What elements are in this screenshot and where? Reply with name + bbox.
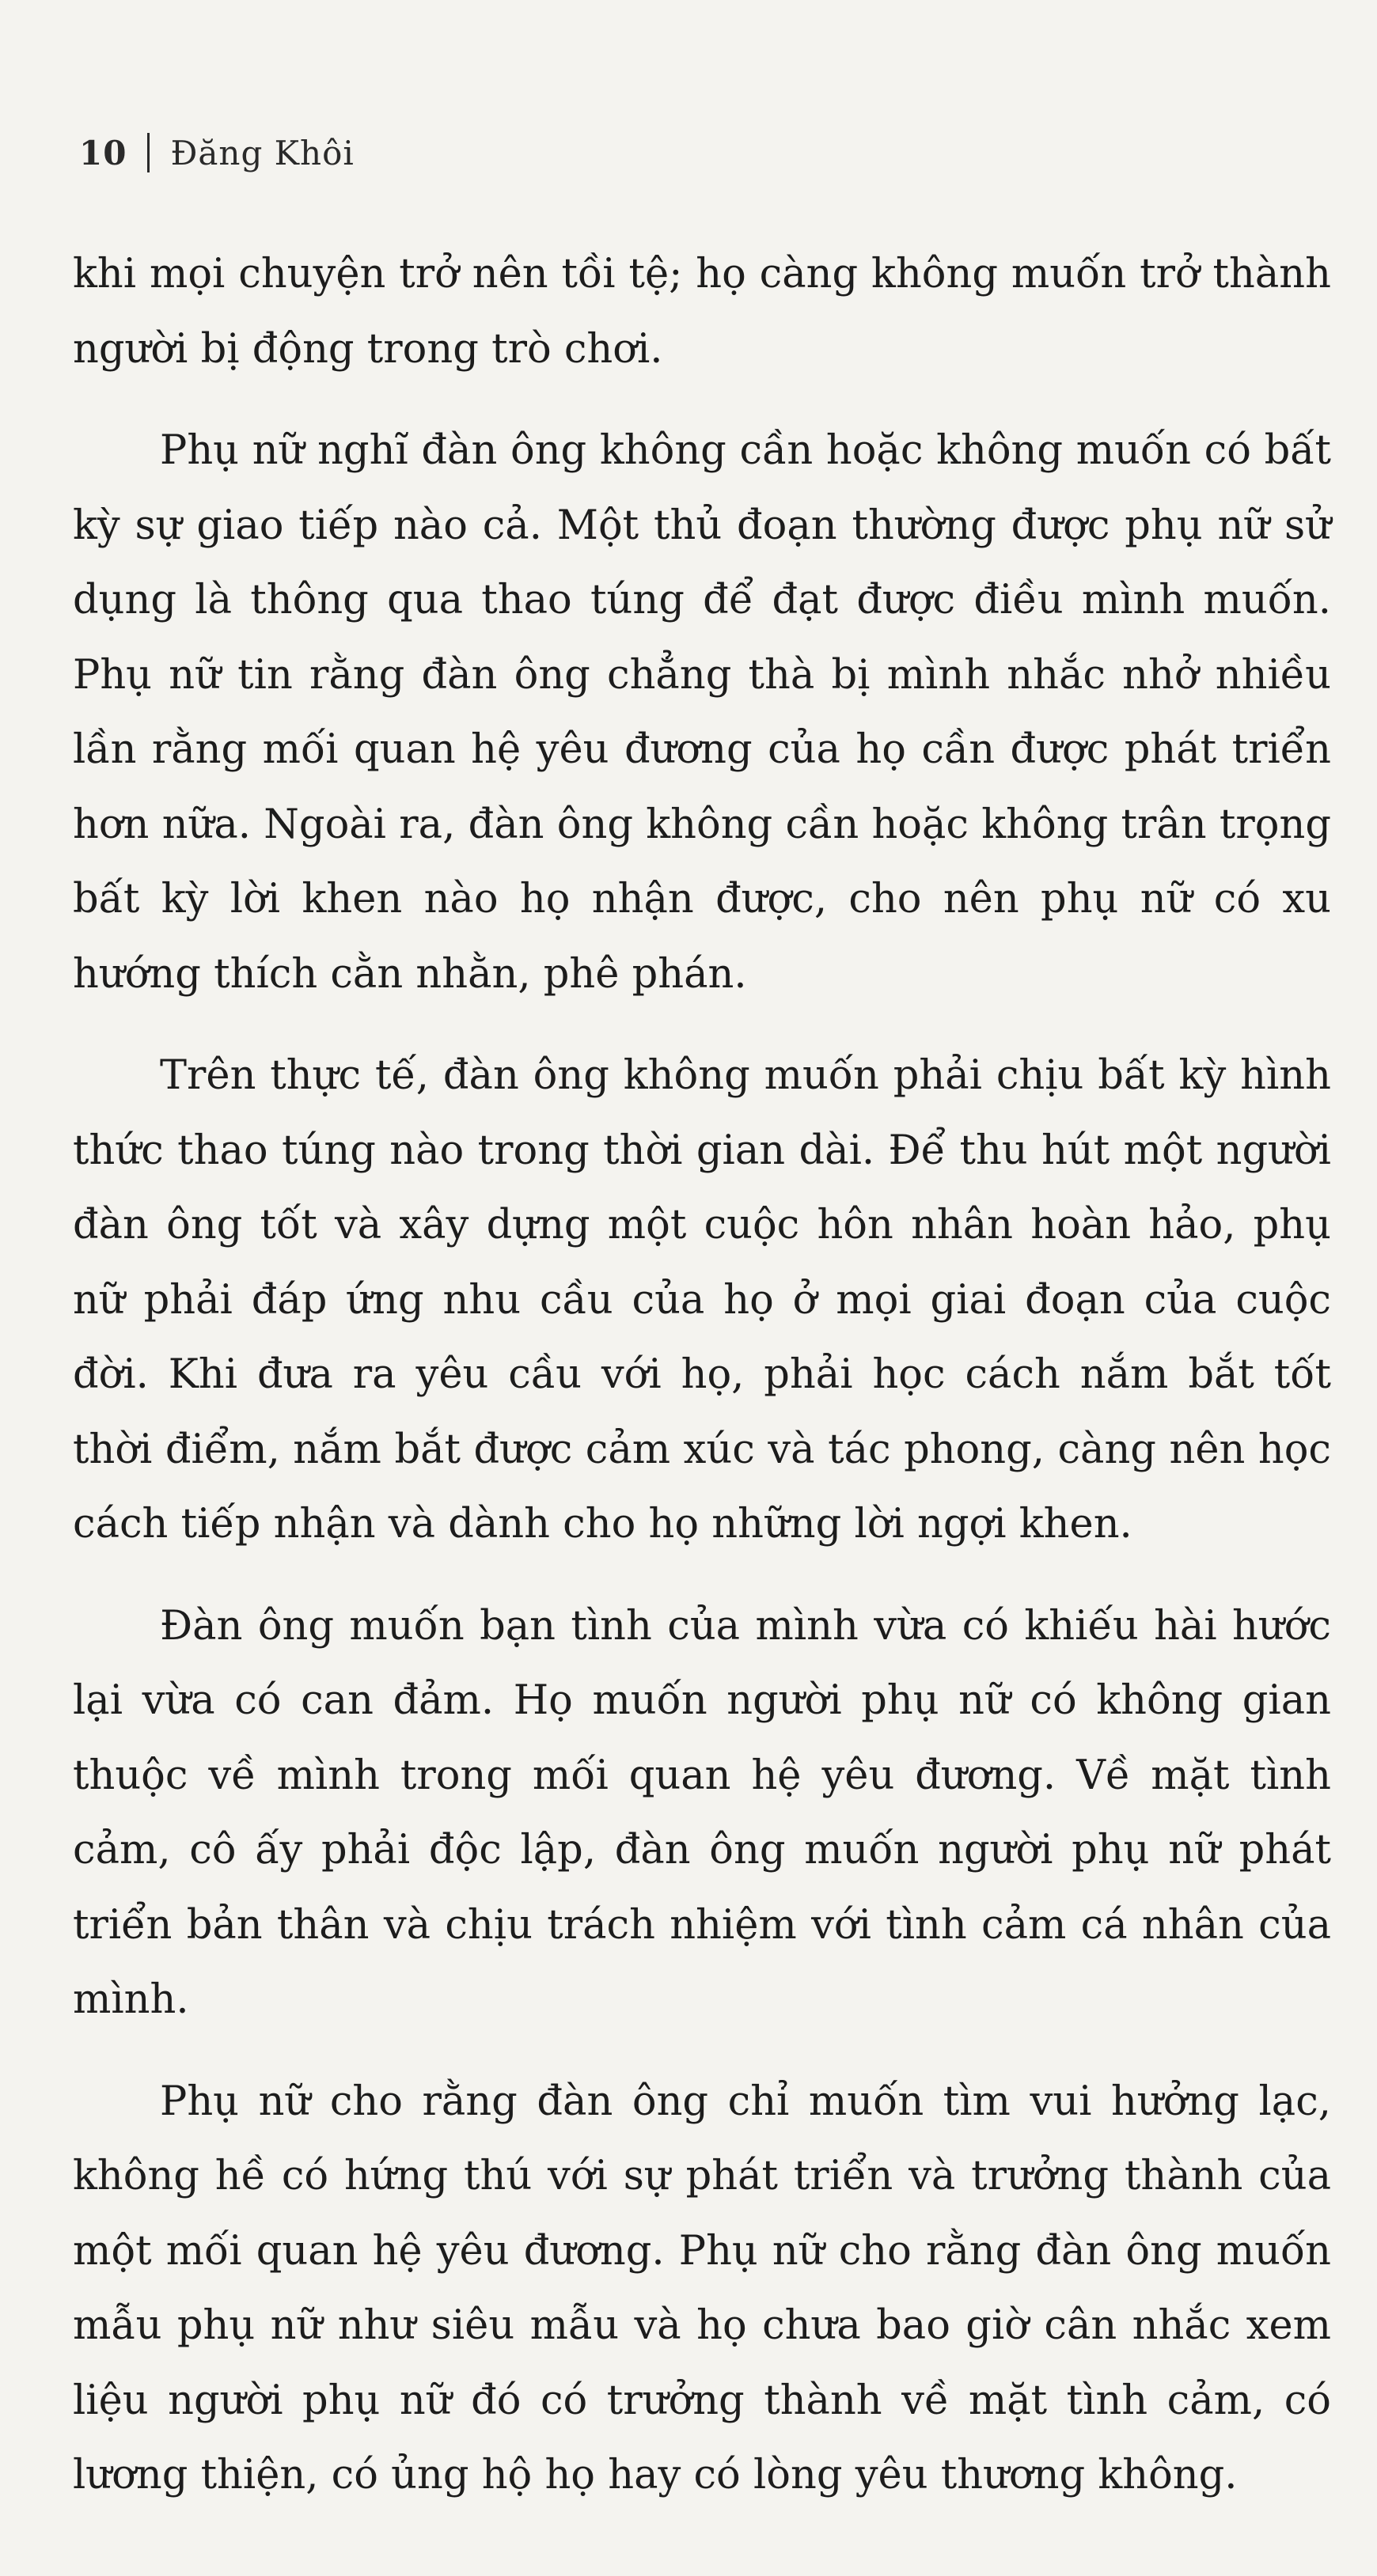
paragraph-continued: khi mọi chuyện trở nên tồi tệ; họ càng không muốn trở thành người bị động trong trò chơi. — [73, 251, 1331, 373]
paragraph: Đàn ông muốn bạn tình của mình vừa có khiếu hài hước lại vừa có can đảm. Họ muốn người phụ nữ có không gian thuộc về mình trong mối quan hệ yêu đương. Về mặt tình cảm, cô ấy phải độc lập, đàn ông muốn người phụ nữ phát triển bản thân và chịu trách nhiệm với tình cảm cá nhân của mình. — [73, 1602, 1331, 2023]
paragraph: Phụ nữ nghĩ đàn ông không cần hoặc không muốn có bất kỳ sự giao tiếp nào cả. Một thủ đoạn thường được phụ nữ sử dụng là thông qua thao túng để đạt được điều mình muốn. Phụ nữ tin rằng đàn ông chẳng thà bị mình nhắc nhở nhiều lần rằng mối quan hệ yêu đương của họ cần được phát triển hơn nữa. Ngoài ra, đàn ông không cần hoặc không trân trọng bất kỳ lời khen nào họ nhận được, cho nên phụ nữ có xu hướng thích cằn nhằn, phê phán. — [73, 427, 1331, 998]
author-name: Đăng Khôi — [170, 133, 355, 172]
paragraph: Trên thực tế, đàn ông không muốn phải chịu bất kỳ hình thức thao túng nào trong thời gian dài. Để thu hút một người đàn ông tốt và xây dựng một cuộc hôn nhân hoàn hảo, phụ nữ phải đáp ứng nhu cầu của họ ở mọi giai đoạn của cuộc đời. Khi đưa ra yêu cầu với họ, phải học cách nắm bắt tốt thời điểm, nắm bắt được cảm xúc và tác phong, càng nên học cách tiếp nhận và dành cho họ những lời ngợi khen. — [73, 1052, 1331, 1547]
running-header — [79, 133, 355, 172]
paragraph: Phụ nữ cho rằng đàn ông chỉ muốn tìm vui hưởng lạc, không hề có hứng thú với sự phát triển và trưởng thành của một mối quan hệ yêu đương. Phụ nữ cho rằng đàn ông muốn mẫu phụ nữ như siêu mẫu và họ chưa bao giờ cân nhắc xem liệu người phụ nữ đó có trưởng thành về mặt tình cảm, có lương thiện, có ủng hộ họ hay có lòng yêu thương không. — [73, 2078, 1331, 2498]
page-number: 10 — [79, 133, 127, 172]
body-text — [73, 237, 1331, 2540]
header-separator — [147, 133, 150, 172]
